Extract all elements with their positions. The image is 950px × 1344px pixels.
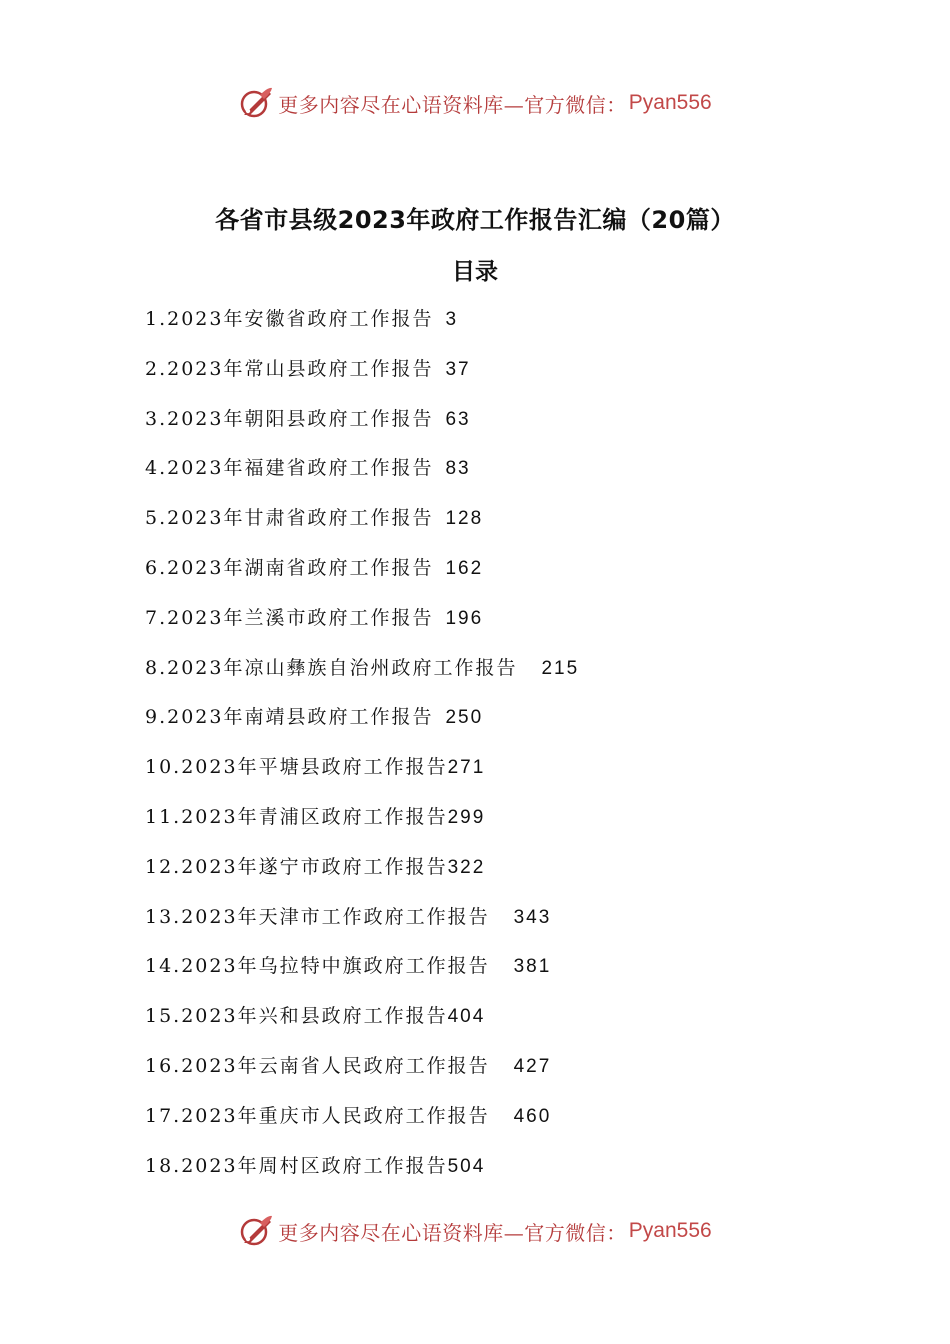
toc-item-label: 11.2023年青浦区政府工作报告 — [145, 805, 448, 828]
toc-item-label: 10.2023年平塘县政府工作报告 — [145, 756, 448, 779]
toc-item-label: 8.2023年凉山彝族自治州政府工作报告 — [145, 656, 518, 679]
toc-item[interactable] — [145, 651, 579, 701]
toc-item-page: 83 — [445, 458, 471, 480]
toc-item[interactable] — [145, 1099, 579, 1149]
toc-item-page: 37 — [445, 358, 471, 380]
footer-watermark — [0, 1211, 950, 1251]
toc-item-label: 4.2023年福建省政府工作报告 — [145, 457, 434, 480]
toc-item-label: 2.2023年常山县政府工作报告 — [145, 357, 434, 380]
toc-item[interactable] — [145, 1049, 579, 1099]
toc-item-page: 299 — [447, 806, 486, 828]
toc-item-label: 9.2023年南靖县政府工作报告 — [145, 706, 434, 729]
toc-item-page: 196 — [445, 607, 484, 629]
toc-item-page: 504 — [447, 1155, 486, 1177]
toc-item[interactable] — [145, 900, 579, 950]
toc-item-label: 14.2023年乌拉特中旗政府工作报告 — [145, 955, 490, 978]
toc-item[interactable] — [145, 551, 579, 601]
toc-item[interactable] — [145, 949, 579, 999]
toc-item[interactable] — [145, 601, 579, 651]
toc-item-label: 12.2023年遂宁市政府工作报告 — [145, 855, 448, 878]
toc-item[interactable] — [145, 352, 579, 402]
toc-item-label: 7.2023年兰溪市政府工作报告 — [145, 606, 434, 629]
watermark-text: 更多内容尽在心语资料库—官方微信： — [278, 92, 627, 117]
toc-heading: 目录 — [452, 259, 498, 285]
toc-item-page: 322 — [447, 856, 486, 878]
toc-item-label: 3.2023年朝阳县政府工作报告 — [145, 407, 434, 430]
watermark-wechat-id: Pyan556 — [628, 91, 712, 114]
toc-item[interactable] — [145, 451, 579, 501]
toc-item[interactable] — [145, 800, 579, 850]
toc-item-page: 404 — [447, 1006, 486, 1028]
toc-item-label: 16.2023年云南省人民政府工作报告 — [145, 1054, 490, 1077]
toc-item-page: 460 — [513, 1105, 552, 1127]
toc-item-page: 162 — [445, 557, 484, 579]
toc-item-page: 343 — [513, 906, 552, 928]
document-title: 各省市县级2023年政府工作报告汇编（20篇） — [215, 206, 735, 234]
toc-item[interactable] — [145, 302, 579, 352]
toc-item[interactable] — [145, 700, 579, 750]
toc-item-label: 1.2023年安徽省政府工作报告 — [145, 308, 434, 330]
toc-item[interactable] — [145, 850, 579, 900]
toc-item[interactable] — [145, 1149, 579, 1199]
toc-item-label: 6.2023年湖南省政府工作报告 — [145, 556, 434, 579]
quill-logo-icon — [238, 1213, 274, 1249]
toc-item-page: 381 — [513, 956, 552, 978]
toc-item-label: 18.2023年周村区政府工作报告 — [145, 1154, 448, 1177]
toc-item-page: 128 — [445, 508, 484, 530]
toc-item[interactable] — [145, 999, 579, 1049]
quill-logo-icon — [238, 85, 274, 121]
header-watermark — [0, 83, 950, 123]
toc-item-page: 63 — [445, 408, 471, 430]
toc-item-page: 427 — [513, 1055, 552, 1077]
toc-item-page: 250 — [445, 707, 484, 729]
watermark-text: 更多内容尽在心语资料库—官方微信： — [278, 1220, 627, 1245]
toc-item-label: 5.2023年甘肃省政府工作报告 — [145, 507, 434, 530]
toc-item-label: 15.2023年兴和县政府工作报告 — [145, 1005, 448, 1028]
toc-item-page: 271 — [447, 757, 486, 779]
table-of-contents — [145, 302, 579, 1198]
watermark-wechat-id: Pyan556 — [628, 1219, 712, 1242]
toc-item[interactable] — [145, 750, 579, 800]
toc-item-label: 13.2023年天津市工作政府工作报告 — [145, 905, 490, 928]
toc-item[interactable] — [145, 501, 579, 551]
toc-item-page: 215 — [541, 657, 580, 679]
toc-item[interactable] — [145, 402, 579, 452]
toc-item-page: 3 — [445, 309, 459, 330]
toc-item-label: 17.2023年重庆市人民政府工作报告 — [145, 1104, 490, 1127]
